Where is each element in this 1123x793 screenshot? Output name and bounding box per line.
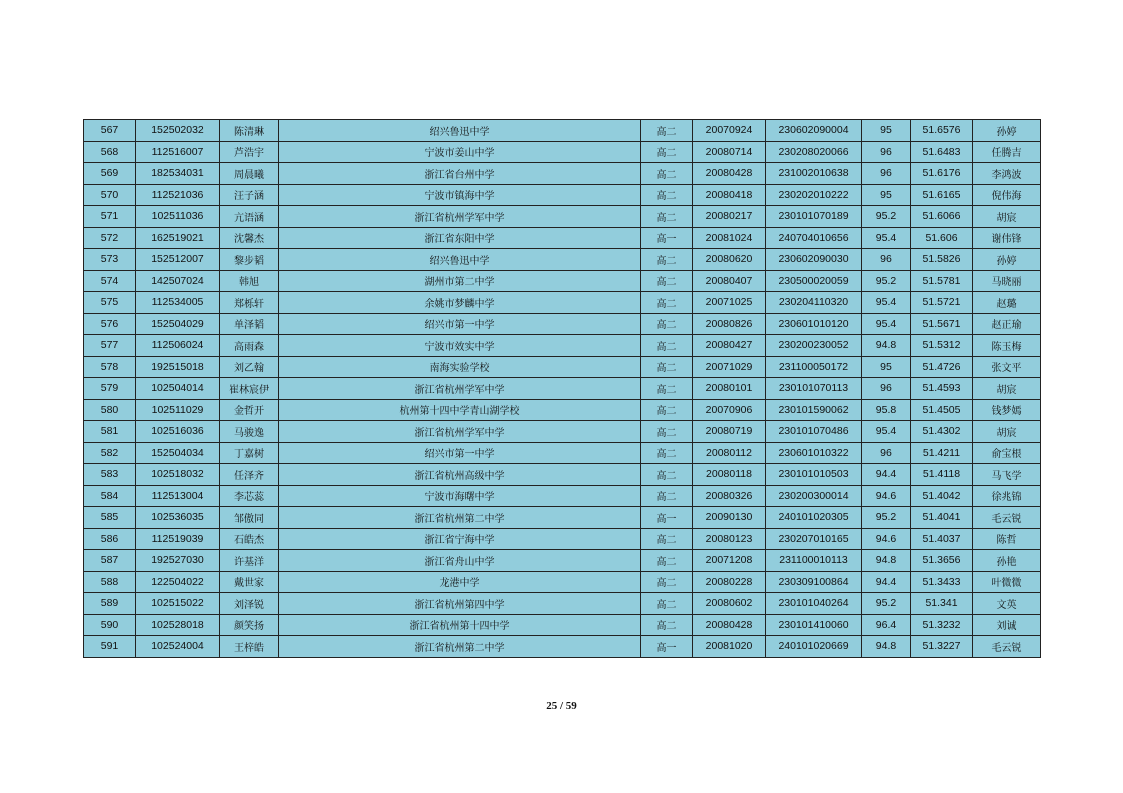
rank-cell: 589 (84, 593, 136, 615)
id-cell: 152502032 (136, 120, 220, 142)
rank-cell: 567 (84, 120, 136, 142)
teacher-cell: 李鸿波 (973, 163, 1041, 185)
school-cell: 绍兴市第一中学 (279, 442, 641, 464)
birthdate-cell: 20071208 (693, 550, 766, 572)
student-number-cell: 231002010638 (766, 163, 862, 185)
birthdate-cell: 20080719 (693, 421, 766, 443)
school-cell: 宁波市效实中学 (279, 335, 641, 357)
name-cell: 王梓皓 (220, 636, 279, 658)
rank-cell: 574 (84, 270, 136, 292)
table-row (84, 378, 1041, 400)
total-cell: 51.6165 (911, 184, 973, 206)
score-cell: 96 (862, 249, 911, 271)
birthdate-cell: 20070924 (693, 120, 766, 142)
rank-cell: 578 (84, 356, 136, 378)
name-cell: 亢语涵 (220, 206, 279, 228)
school-cell: 余姚市梦麟中学 (279, 292, 641, 314)
id-cell: 102511029 (136, 399, 220, 421)
id-cell: 192527030 (136, 550, 220, 572)
name-cell: 汪子涵 (220, 184, 279, 206)
id-cell: 142507024 (136, 270, 220, 292)
table-row (84, 636, 1041, 658)
birthdate-cell: 20080620 (693, 249, 766, 271)
grade-cell: 高二 (641, 141, 693, 163)
birthdate-cell: 20081024 (693, 227, 766, 249)
birthdate-cell: 20080602 (693, 593, 766, 615)
id-cell: 112519039 (136, 528, 220, 550)
id-cell: 102518032 (136, 464, 220, 486)
student-number-cell: 230207010165 (766, 528, 862, 550)
rank-cell: 580 (84, 399, 136, 421)
id-cell: 152512007 (136, 249, 220, 271)
birthdate-cell: 20080228 (693, 571, 766, 593)
teacher-cell: 陈玉梅 (973, 335, 1041, 357)
grade-cell: 高二 (641, 378, 693, 400)
name-cell: 单泽韬 (220, 313, 279, 335)
grade-cell: 高二 (641, 184, 693, 206)
total-cell: 51.5781 (911, 270, 973, 292)
score-cell: 95.2 (862, 206, 911, 228)
grade-cell: 高二 (641, 120, 693, 142)
total-cell: 51.6483 (911, 141, 973, 163)
birthdate-cell: 20080418 (693, 184, 766, 206)
birthdate-cell: 20071025 (693, 292, 766, 314)
student-number-cell: 230204110320 (766, 292, 862, 314)
grade-cell: 高二 (641, 313, 693, 335)
teacher-cell: 张文平 (973, 356, 1041, 378)
teacher-cell: 俞宝根 (973, 442, 1041, 464)
school-cell: 宁波市镇海中学 (279, 184, 641, 206)
teacher-cell: 钱梦嫣 (973, 399, 1041, 421)
id-cell: 152504029 (136, 313, 220, 335)
school-cell: 宁波市海曙中学 (279, 485, 641, 507)
table-row (84, 184, 1041, 206)
student-number-cell: 240704010656 (766, 227, 862, 249)
birthdate-cell: 20080217 (693, 206, 766, 228)
grade-cell: 高二 (641, 421, 693, 443)
rank-cell: 582 (84, 442, 136, 464)
score-cell: 95.8 (862, 399, 911, 421)
total-cell: 51.4302 (911, 421, 973, 443)
name-cell: 黎步韬 (220, 249, 279, 271)
teacher-cell: 陈哲 (973, 528, 1041, 550)
results-table (83, 119, 1041, 658)
total-cell: 51.4118 (911, 464, 973, 486)
birthdate-cell: 20080428 (693, 614, 766, 636)
teacher-cell: 毛云锐 (973, 636, 1041, 658)
student-number-cell: 230101040264 (766, 593, 862, 615)
birthdate-cell: 20071029 (693, 356, 766, 378)
total-cell: 51.4211 (911, 442, 973, 464)
birthdate-cell: 20080118 (693, 464, 766, 486)
grade-cell: 高二 (641, 335, 693, 357)
teacher-cell: 孙婷 (973, 120, 1041, 142)
score-cell: 94.8 (862, 636, 911, 658)
name-cell: 韩旭 (220, 270, 279, 292)
school-cell: 浙江省杭州第十四中学 (279, 614, 641, 636)
id-cell: 182534031 (136, 163, 220, 185)
rank-cell: 571 (84, 206, 136, 228)
school-cell: 浙江省宁海中学 (279, 528, 641, 550)
score-cell: 95.4 (862, 227, 911, 249)
teacher-cell: 赵正瑜 (973, 313, 1041, 335)
name-cell: 任泽齐 (220, 464, 279, 486)
id-cell: 112534005 (136, 292, 220, 314)
name-cell: 刘泽锐 (220, 593, 279, 615)
name-cell: 邹傲同 (220, 507, 279, 529)
total-cell: 51.5312 (911, 335, 973, 357)
grade-cell: 高二 (641, 464, 693, 486)
grade-cell: 高二 (641, 206, 693, 228)
teacher-cell: 马晓丽 (973, 270, 1041, 292)
score-cell: 94.6 (862, 485, 911, 507)
school-cell: 南海实验学校 (279, 356, 641, 378)
student-number-cell: 230601010120 (766, 313, 862, 335)
score-cell: 94.8 (862, 550, 911, 572)
total-cell: 51.6066 (911, 206, 973, 228)
table-row (84, 141, 1041, 163)
school-cell: 龙港中学 (279, 571, 641, 593)
birthdate-cell: 20080714 (693, 141, 766, 163)
score-cell: 95.2 (862, 593, 911, 615)
student-number-cell: 230200300014 (766, 485, 862, 507)
score-cell: 95.4 (862, 421, 911, 443)
table-row (84, 614, 1041, 636)
teacher-cell: 马飞学 (973, 464, 1041, 486)
total-cell: 51.5826 (911, 249, 973, 271)
rank-cell: 575 (84, 292, 136, 314)
table-row (84, 550, 1041, 572)
teacher-cell: 赵璐 (973, 292, 1041, 314)
table-row (84, 120, 1041, 142)
score-cell: 94.8 (862, 335, 911, 357)
table-row (84, 593, 1041, 615)
school-cell: 浙江省东阳中学 (279, 227, 641, 249)
table-row (84, 270, 1041, 292)
rank-cell: 579 (84, 378, 136, 400)
rank-cell: 570 (84, 184, 136, 206)
score-cell: 95 (862, 184, 911, 206)
id-cell: 102511036 (136, 206, 220, 228)
total-cell: 51.5671 (911, 313, 973, 335)
teacher-cell: 胡宸 (973, 421, 1041, 443)
score-cell: 95.2 (862, 507, 911, 529)
table-row (84, 206, 1041, 228)
table-row (84, 485, 1041, 507)
table-row (84, 421, 1041, 443)
total-cell: 51.4042 (911, 485, 973, 507)
rank-cell: 588 (84, 571, 136, 593)
student-number-cell: 240101020305 (766, 507, 862, 529)
teacher-cell: 胡宸 (973, 378, 1041, 400)
rank-cell: 573 (84, 249, 136, 271)
id-cell: 102515022 (136, 593, 220, 615)
table-row (84, 163, 1041, 185)
total-cell: 51.4593 (911, 378, 973, 400)
table-row (84, 313, 1041, 335)
school-cell: 浙江省杭州学军中学 (279, 421, 641, 443)
grade-cell: 高一 (641, 227, 693, 249)
grade-cell: 高二 (641, 163, 693, 185)
grade-cell: 高二 (641, 550, 693, 572)
school-cell: 浙江省杭州第四中学 (279, 593, 641, 615)
name-cell: 周晨曦 (220, 163, 279, 185)
name-cell: 戴世家 (220, 571, 279, 593)
name-cell: 刘乙翰 (220, 356, 279, 378)
birthdate-cell: 20080407 (693, 270, 766, 292)
table-row (84, 227, 1041, 249)
name-cell: 石皓杰 (220, 528, 279, 550)
birthdate-cell: 20080427 (693, 335, 766, 357)
grade-cell: 高一 (641, 507, 693, 529)
birthdate-cell: 20080112 (693, 442, 766, 464)
score-cell: 95 (862, 120, 911, 142)
id-cell: 122504022 (136, 571, 220, 593)
total-cell: 51.606 (911, 227, 973, 249)
grade-cell: 高二 (641, 593, 693, 615)
birthdate-cell: 20080326 (693, 485, 766, 507)
teacher-cell: 谢伟锋 (973, 227, 1041, 249)
name-cell: 许基洋 (220, 550, 279, 572)
id-cell: 102524004 (136, 636, 220, 658)
score-cell: 94.4 (862, 464, 911, 486)
table-row (84, 507, 1041, 529)
student-number-cell: 231100050172 (766, 356, 862, 378)
name-cell: 丁嘉树 (220, 442, 279, 464)
table-row (84, 356, 1041, 378)
school-cell: 湖州市第二中学 (279, 270, 641, 292)
student-number-cell: 230101590062 (766, 399, 862, 421)
teacher-cell: 胡宸 (973, 206, 1041, 228)
school-cell: 宁波市姜山中学 (279, 141, 641, 163)
score-cell: 96 (862, 378, 911, 400)
id-cell: 102536035 (136, 507, 220, 529)
score-cell: 96 (862, 141, 911, 163)
teacher-cell: 徐兆锦 (973, 485, 1041, 507)
grade-cell: 高二 (641, 249, 693, 271)
total-cell: 51.4505 (911, 399, 973, 421)
name-cell: 陈清琳 (220, 120, 279, 142)
student-number-cell: 230101070486 (766, 421, 862, 443)
school-cell: 浙江省杭州高级中学 (279, 464, 641, 486)
score-cell: 96 (862, 442, 911, 464)
rank-cell: 568 (84, 141, 136, 163)
teacher-cell: 孙艳 (973, 550, 1041, 572)
rank-cell: 584 (84, 485, 136, 507)
page-number: 25 / 59 (546, 700, 577, 712)
rank-cell: 569 (84, 163, 136, 185)
student-number-cell: 230208020066 (766, 141, 862, 163)
table-row (84, 292, 1041, 314)
score-cell: 95.2 (862, 270, 911, 292)
student-number-cell: 230101070189 (766, 206, 862, 228)
total-cell: 51.6176 (911, 163, 973, 185)
school-cell: 浙江省杭州第二中学 (279, 507, 641, 529)
birthdate-cell: 20090130 (693, 507, 766, 529)
rank-cell: 572 (84, 227, 136, 249)
total-cell: 51.341 (911, 593, 973, 615)
score-cell: 96 (862, 163, 911, 185)
birthdate-cell: 20070906 (693, 399, 766, 421)
score-cell: 94.6 (862, 528, 911, 550)
table-row (84, 249, 1041, 271)
teacher-cell: 毛云锐 (973, 507, 1041, 529)
grade-cell: 高二 (641, 485, 693, 507)
teacher-cell: 刘诚 (973, 614, 1041, 636)
school-cell: 浙江省杭州学军中学 (279, 378, 641, 400)
table-row (84, 528, 1041, 550)
grade-cell: 高二 (641, 399, 693, 421)
rank-cell: 583 (84, 464, 136, 486)
student-number-cell: 230601010322 (766, 442, 862, 464)
table-row (84, 399, 1041, 421)
birthdate-cell: 20080123 (693, 528, 766, 550)
school-cell: 浙江省舟山中学 (279, 550, 641, 572)
id-cell: 192515018 (136, 356, 220, 378)
student-number-cell: 230101410060 (766, 614, 862, 636)
grade-cell: 高二 (641, 528, 693, 550)
student-number-cell: 230200230052 (766, 335, 862, 357)
student-number-cell: 230602090030 (766, 249, 862, 271)
student-number-cell: 230101010503 (766, 464, 862, 486)
student-number-cell: 240101020669 (766, 636, 862, 658)
grade-cell: 高二 (641, 270, 693, 292)
rank-cell: 581 (84, 421, 136, 443)
student-number-cell: 230500020059 (766, 270, 862, 292)
teacher-cell: 叶微微 (973, 571, 1041, 593)
table-body (84, 120, 1041, 658)
grade-cell: 高二 (641, 356, 693, 378)
id-cell: 162519021 (136, 227, 220, 249)
rank-cell: 576 (84, 313, 136, 335)
name-cell: 芦浩宇 (220, 141, 279, 163)
id-cell: 112521036 (136, 184, 220, 206)
total-cell: 51.3656 (911, 550, 973, 572)
rank-cell: 591 (84, 636, 136, 658)
total-cell: 51.3227 (911, 636, 973, 658)
name-cell: 马骏逸 (220, 421, 279, 443)
total-cell: 51.3433 (911, 571, 973, 593)
student-number-cell: 230101070113 (766, 378, 862, 400)
table-row (84, 571, 1041, 593)
score-cell: 95.4 (862, 313, 911, 335)
birthdate-cell: 20080101 (693, 378, 766, 400)
id-cell: 112513004 (136, 485, 220, 507)
rank-cell: 586 (84, 528, 136, 550)
id-cell: 112516007 (136, 141, 220, 163)
school-cell: 浙江省台州中学 (279, 163, 641, 185)
score-cell: 95 (862, 356, 911, 378)
birthdate-cell: 20080428 (693, 163, 766, 185)
birthdate-cell: 20081020 (693, 636, 766, 658)
total-cell: 51.4041 (911, 507, 973, 529)
student-number-cell: 230202010222 (766, 184, 862, 206)
name-cell: 高雨森 (220, 335, 279, 357)
grade-cell: 高二 (641, 571, 693, 593)
teacher-cell: 任腾吉 (973, 141, 1041, 163)
total-cell: 51.5721 (911, 292, 973, 314)
total-cell: 51.6576 (911, 120, 973, 142)
student-number-cell: 230602090004 (766, 120, 862, 142)
school-cell: 绍兴鲁迅中学 (279, 120, 641, 142)
school-cell: 杭州第十四中学青山湖学校 (279, 399, 641, 421)
name-cell: 颜笑扬 (220, 614, 279, 636)
student-number-cell: 231100010113 (766, 550, 862, 572)
score-cell: 95.4 (862, 292, 911, 314)
grade-cell: 高二 (641, 442, 693, 464)
grade-cell: 高二 (641, 292, 693, 314)
rank-cell: 587 (84, 550, 136, 572)
id-cell: 102528018 (136, 614, 220, 636)
student-number-cell: 230309100864 (766, 571, 862, 593)
school-cell: 绍兴市第一中学 (279, 313, 641, 335)
school-cell: 浙江省杭州学军中学 (279, 206, 641, 228)
name-cell: 李芯蕊 (220, 485, 279, 507)
name-cell: 金哲开 (220, 399, 279, 421)
table-row (84, 442, 1041, 464)
grade-cell: 高一 (641, 636, 693, 658)
id-cell: 112506024 (136, 335, 220, 357)
teacher-cell: 孙婷 (973, 249, 1041, 271)
birthdate-cell: 20080826 (693, 313, 766, 335)
id-cell: 102504014 (136, 378, 220, 400)
grade-cell: 高二 (641, 614, 693, 636)
score-cell: 94.4 (862, 571, 911, 593)
rank-cell: 590 (84, 614, 136, 636)
school-cell: 浙江省杭州第二中学 (279, 636, 641, 658)
name-cell: 郑栎轩 (220, 292, 279, 314)
id-cell: 152504034 (136, 442, 220, 464)
name-cell: 沈馨杰 (220, 227, 279, 249)
total-cell: 51.4726 (911, 356, 973, 378)
id-cell: 102516036 (136, 421, 220, 443)
rank-cell: 577 (84, 335, 136, 357)
teacher-cell: 文英 (973, 593, 1041, 615)
table-row (84, 335, 1041, 357)
score-cell: 96.4 (862, 614, 911, 636)
total-cell: 51.4037 (911, 528, 973, 550)
teacher-cell: 倪伟海 (973, 184, 1041, 206)
total-cell: 51.3232 (911, 614, 973, 636)
school-cell: 绍兴鲁迅中学 (279, 249, 641, 271)
name-cell: 崔林宸伊 (220, 378, 279, 400)
rank-cell: 585 (84, 507, 136, 529)
table-row (84, 464, 1041, 486)
